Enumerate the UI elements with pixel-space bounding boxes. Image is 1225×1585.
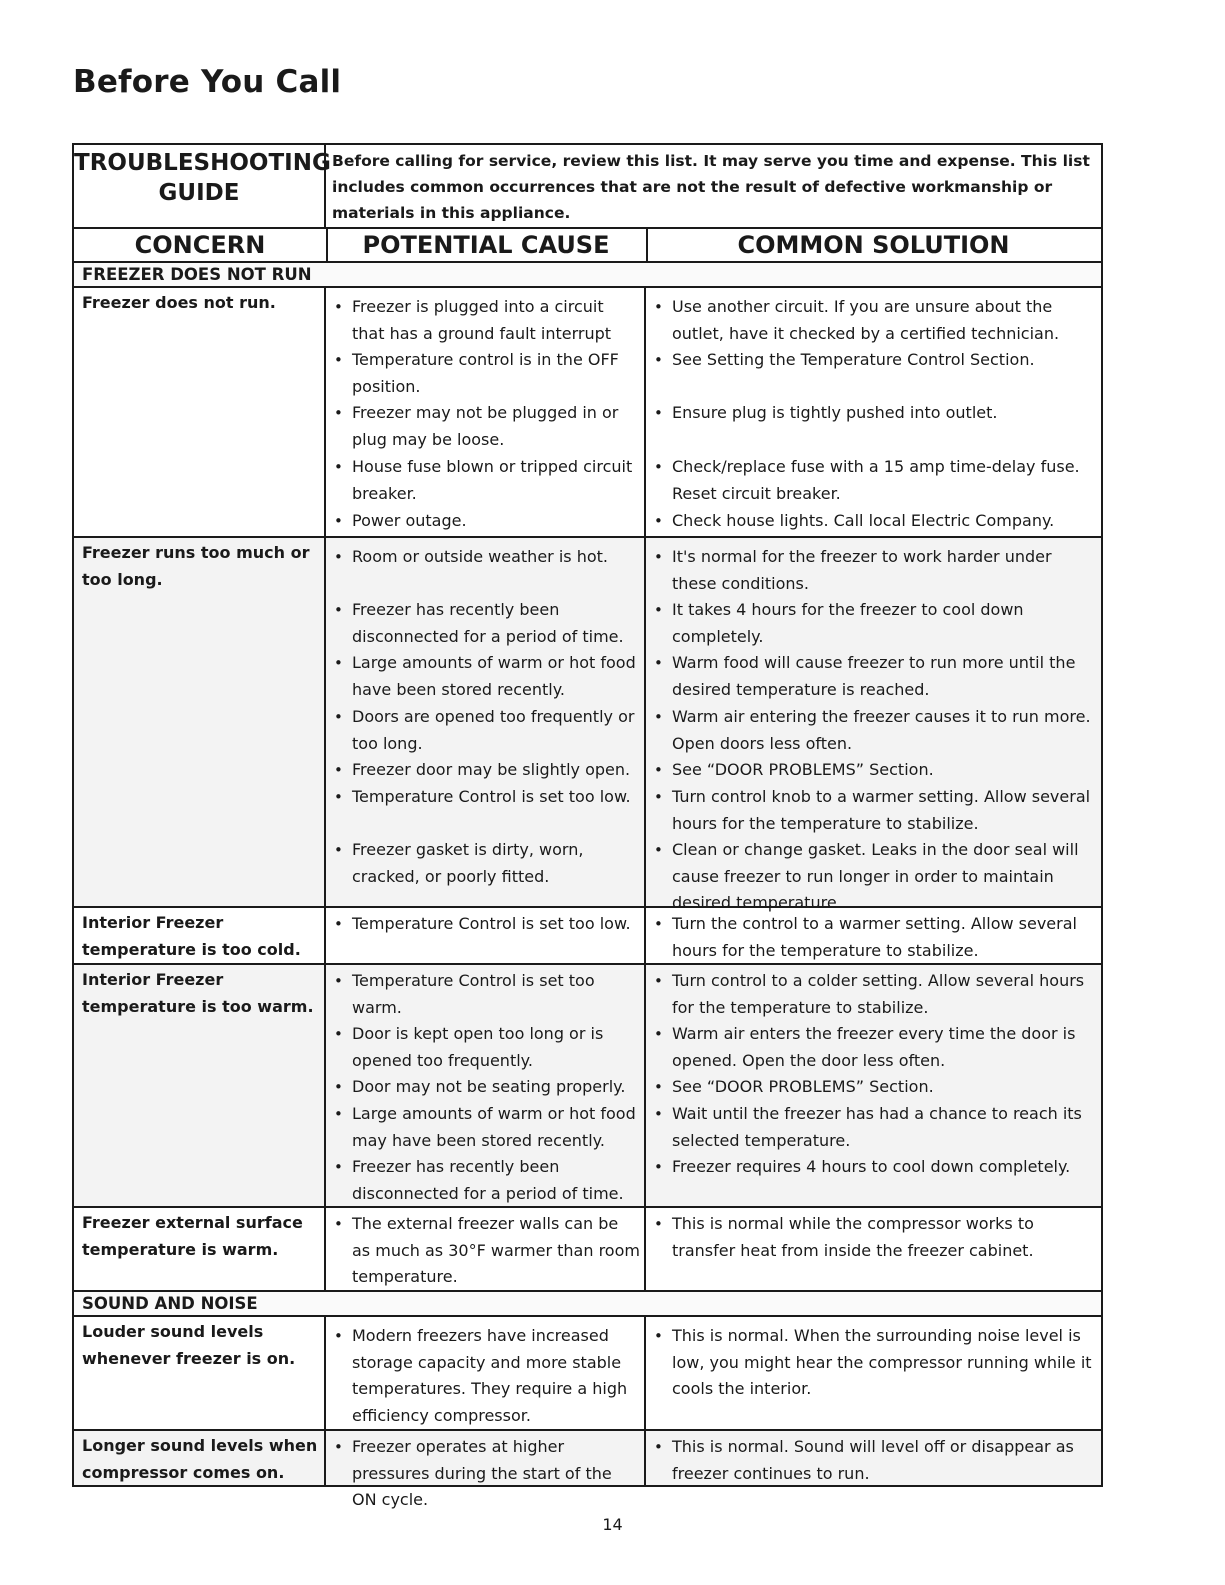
solution-item: • Check/replace fuse with a 15 amp time-delay fuse. Reset circuit breaker. [646, 454, 1101, 507]
bullet-icon: • [334, 788, 343, 806]
solution-item: • Check house lights. Call local Electric Company. [646, 508, 1101, 535]
cause-item: • Freezer has recently been disconnected for a period of time. [326, 597, 644, 650]
solution-item: • Warm air enters the freezer every time the door is opened. Open the door less often. [646, 1021, 1101, 1074]
cause-item: • Large amounts of warm or hot food may have been stored recently. [326, 1101, 644, 1154]
concern-cell: Interior Freezer temperature is too cold. [74, 908, 326, 963]
bullet-icon: • [334, 351, 343, 369]
concern-cell: Louder sound levels whenever freezer is on. [74, 1317, 326, 1429]
cause-item: • Power outage. [326, 508, 644, 535]
solution-item: • Use another circuit. If you are unsure about the outlet, have it checked by a certified technician. [646, 294, 1101, 347]
solution-item: • It takes 4 hours for the freezer to cool down completely. [646, 597, 1101, 650]
concern-cell: Freezer does not run. [74, 288, 326, 536]
column-header-cause: POTENTIAL CAUSE [326, 229, 648, 261]
table-row [72, 906, 1103, 965]
page-title: Before You Call [73, 64, 342, 100]
bullet-icon: • [334, 298, 343, 316]
solution-cell [646, 965, 1101, 1206]
bullet-icon: • [654, 601, 663, 619]
concern-cell: Freezer external surface temperature is warm. [74, 1208, 326, 1290]
solution-cell [646, 538, 1101, 912]
solution-item: • Warm air entering the freezer causes it to run more. Open doors less often. [646, 704, 1101, 757]
guide-title: TROUBLESHOOTING GUIDE [74, 145, 326, 227]
bullet-icon: • [654, 915, 663, 933]
bullet-icon: • [654, 841, 663, 859]
column-header-concern: CONCERN [74, 229, 328, 261]
solution-item: • This is normal while the compressor works to transfer heat from inside the freezer cabinet. [646, 1211, 1101, 1264]
bullet-icon: • [654, 351, 663, 369]
bullet-icon: • [654, 548, 663, 566]
solution-item: • Turn control to a colder setting. Allow several hours for the temperature to stabilize. [646, 968, 1101, 1021]
cause-cell [326, 538, 646, 906]
bullet-icon: • [654, 1105, 663, 1123]
cause-item: • Large amounts of warm or hot food have been stored recently. [326, 650, 644, 703]
bullet-icon: • [654, 972, 663, 990]
table-row [72, 1315, 1103, 1431]
cause-cell [326, 1317, 646, 1429]
solution-item: • It's normal for the freezer to work harder under these conditions. [646, 544, 1101, 597]
solution-cell [646, 288, 1101, 536]
cause-item: • Freezer is plugged into a circuit that has a ground fault interrupt [326, 294, 644, 347]
cause-item: • Door is kept open too long or is opened too frequently. [326, 1021, 644, 1074]
table-row [72, 1429, 1103, 1509]
cause-item: • Temperature control is in the OFF position. [326, 347, 644, 400]
bullet-icon: • [654, 458, 663, 476]
bullet-icon: • [334, 601, 343, 619]
column-headers [72, 227, 1103, 263]
cause-item: • The external freezer walls can be as much as 30°F warmer than room temperature. [326, 1211, 644, 1291]
solution-cell [646, 1431, 1101, 1485]
cause-item: • Freezer gasket is dirty, worn, cracked, or poorly fitted. [326, 837, 644, 890]
page-number: 14 [602, 1515, 623, 1534]
bullet-icon: • [654, 1327, 663, 1345]
solution-item: • Turn control knob to a warmer setting. Allow several hours for the temperature to stabilize. [646, 784, 1101, 837]
cause-cell [326, 1208, 646, 1290]
column-header-solution: COMMON SOLUTION [737, 231, 1010, 259]
section-header: SOUND AND NOISE [72, 1290, 1103, 1317]
bullet-icon: • [334, 1215, 343, 1233]
cause-cell [326, 1431, 646, 1509]
cause-cell [326, 965, 646, 1206]
bullet-icon: • [654, 1438, 663, 1456]
section-header: FREEZER DOES NOT RUN [72, 261, 1103, 288]
bullet-icon: • [334, 458, 343, 476]
bullet-icon: • [334, 1158, 343, 1176]
bullet-icon: • [334, 512, 343, 530]
cause-item: • Room or outside weather is hot. [326, 544, 644, 571]
cause-item: • Freezer operates at higher pressures during the start of the ON cycle. [326, 1434, 644, 1514]
bullet-icon: • [654, 512, 663, 530]
bullet-icon: • [334, 841, 343, 859]
solution-cell [646, 908, 1101, 963]
bullet-icon: • [334, 972, 343, 990]
bullet-icon: • [654, 298, 663, 316]
bullet-icon: • [334, 1078, 343, 1096]
bullet-icon: • [654, 1158, 663, 1176]
table-row [72, 536, 1103, 912]
bullet-icon: • [334, 1105, 343, 1123]
cause-item: • Freezer has recently been disconnected for a period of time. [326, 1154, 644, 1207]
bullet-icon: • [334, 1438, 343, 1456]
solution-item: • This is normal. When the surrounding noise level is low, you might hear the compressor running while it cools the interior. [646, 1323, 1101, 1403]
solution-item: • Warm food will cause freezer to run more until the desired temperature is reached. [646, 650, 1101, 703]
bullet-icon: • [654, 404, 663, 422]
bullet-icon: • [334, 1025, 343, 1043]
solution-item: • See “DOOR PROBLEMS” Section. [646, 1074, 1101, 1101]
bullet-icon: • [334, 915, 343, 933]
guide-intro: Before calling for service, review this list. It may serve you time and expense. This list includes common occurrences that are not the result of defective workmanship or materials in this appliance. [332, 152, 1090, 222]
bullet-icon: • [654, 1025, 663, 1043]
bullet-icon: • [334, 708, 343, 726]
cause-item: • Door may not be seating properly. [326, 1074, 644, 1101]
table-row [72, 286, 1103, 538]
solution-item: • Freezer requires 4 hours to cool down completely. [646, 1154, 1101, 1181]
cause-cell [326, 908, 646, 963]
concern-cell: Interior Freezer temperature is too warm. [74, 965, 326, 1206]
solution-cell [646, 1208, 1101, 1290]
cause-item: • House fuse blown or tripped circuit breaker. [326, 454, 644, 507]
solution-item: • Clean or change gasket. Leaks in the door seal will cause freezer to run longer in order to maintain desired temperature. [646, 837, 1101, 917]
cause-item: • Freezer door may be slightly open. [326, 757, 644, 784]
bullet-icon: • [654, 1215, 663, 1233]
table-row [72, 963, 1103, 1208]
bullet-icon: • [334, 761, 343, 779]
bullet-icon: • [334, 548, 343, 566]
bullet-icon: • [654, 788, 663, 806]
cause-item: • Temperature Control is set too low. [326, 784, 644, 811]
bullet-icon: • [334, 404, 343, 422]
cause-item: • Freezer may not be plugged in or plug may be loose. [326, 400, 644, 453]
bullet-icon: • [334, 1327, 343, 1345]
bullet-icon: • [654, 654, 663, 672]
solution-item: • See “DOOR PROBLEMS” Section. [646, 757, 1101, 784]
guide-header [72, 143, 1103, 229]
solution-cell [646, 1317, 1101, 1429]
cause-item: • Modern freezers have increased storage capacity and more stable temperatures. They require a high efficiency compressor. [326, 1323, 644, 1429]
solution-item: • Turn the control to a warmer setting. Allow several hours for the temperature to stabilize. [646, 911, 1101, 964]
cause-cell [326, 288, 646, 536]
table-row [72, 1206, 1103, 1292]
solution-item: • This is normal. Sound will level off or disappear as freezer continues to run. [646, 1434, 1101, 1487]
cause-item: • Temperature Control is set too low. [326, 911, 644, 938]
solution-item: • See Setting the Temperature Control Section. [646, 347, 1101, 374]
cause-item: • Temperature Control is set too warm. [326, 968, 644, 1021]
bullet-icon: • [654, 1078, 663, 1096]
solution-item: • Ensure plug is tightly pushed into outlet. [646, 400, 1101, 427]
cause-item: • Doors are opened too frequently or too long. [326, 704, 644, 757]
solution-item: • Wait until the freezer has had a chance to reach its selected temperature. [646, 1101, 1101, 1154]
concern-cell: Freezer runs too much or too long. [74, 538, 326, 906]
bullet-icon: • [654, 761, 663, 779]
bullet-icon: • [334, 654, 343, 672]
concern-cell: Longer sound levels when compressor comes on. [74, 1431, 326, 1485]
bullet-icon: • [654, 708, 663, 726]
